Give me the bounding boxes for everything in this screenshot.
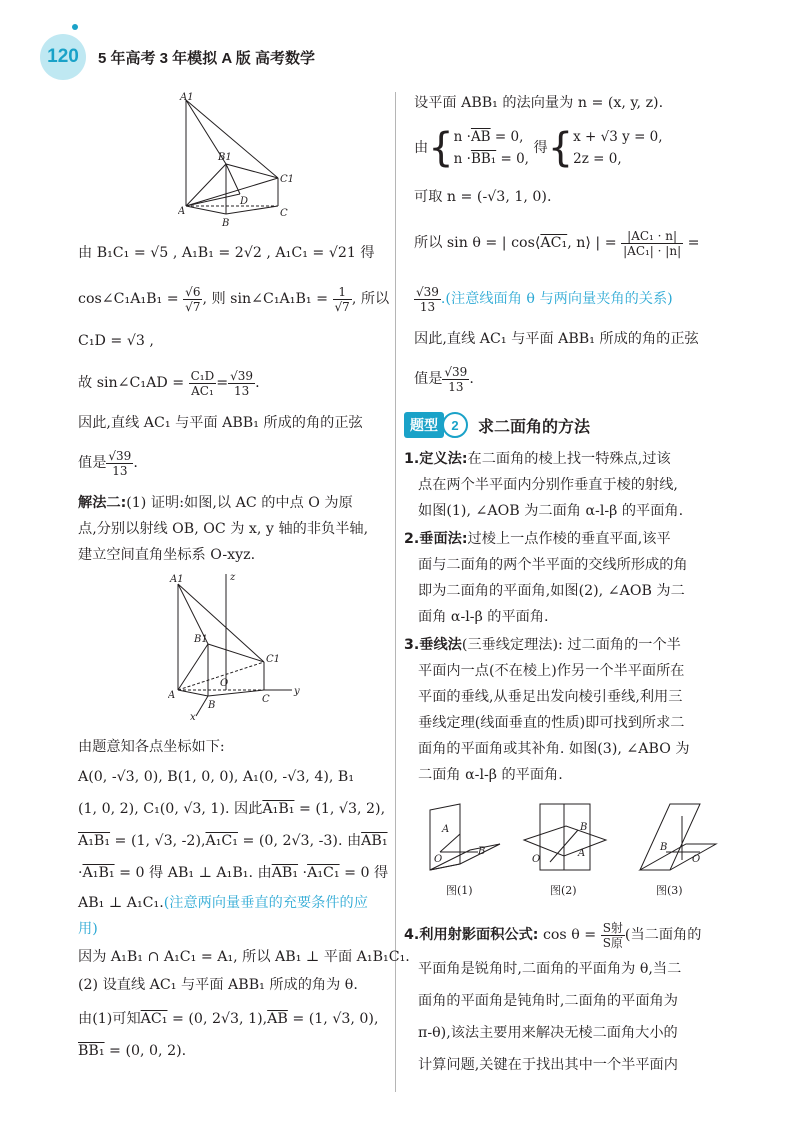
text-line: $\frac{√39}{13}$ .(注意线面角 θ 与两向量夹角的关系) — [416, 284, 673, 314]
prism-figure-1 — [178, 90, 318, 230]
topic-tag: 题型 — [404, 412, 444, 438]
text-line: 故 sin∠C₁AD = $\frac{\text{C₁D}}{\text{AC₁}}$ = $\frac{√39}{13}$ . — [78, 368, 260, 398]
fig2-label-b1: B1 — [194, 634, 208, 645]
text-line: 如图(1), ∠AOB 为二面角 α-l-β 的平面角. — [418, 503, 684, 519]
text-line: (1, 0, 2), C₁(0, √3, 1). 因此A₁B₁ = (1, √3, 2), — [78, 801, 386, 817]
fraction: $\frac{1}{√7}$ — [334, 284, 350, 314]
header-dot — [72, 24, 78, 30]
text-line: 因此,直线 AC₁ 与平面 ABB₁ 所成的角的正弦 — [414, 331, 699, 347]
text-line: 建立空间直角坐标系 O-xyz. — [78, 547, 256, 563]
fig2-label-c: C — [262, 694, 270, 705]
fig1-label-d: D — [240, 196, 249, 207]
text-line: 面角 α-l-β 的平面角. — [418, 609, 549, 625]
fig-b-label: B — [660, 842, 668, 853]
text-line: 2.垂面法:过棱上一点作棱的垂直平面,该平 — [404, 531, 671, 547]
text-line: 1.定义法:在二面角的棱上找一特殊点,过该 — [404, 451, 671, 467]
text-line: π-θ),该法主要用来解决无棱二面角大小的 — [418, 1025, 678, 1041]
text-line: 面与二面角的两个半平面的交线所形成的角 — [418, 557, 688, 573]
text-line: 点在两个半平面内分别作垂直于棱的射线, — [418, 477, 678, 493]
text-line: 平面角是锐角时,二面角的平面角为 θ,当二 — [418, 961, 682, 977]
fraction: $\frac{√39}{13}$ — [416, 284, 439, 314]
fraction: $\frac{√39}{13}$ — [230, 368, 254, 398]
fraction: $\frac{√39}{13}$ — [108, 448, 132, 478]
fig2-label-x: x — [190, 712, 196, 722]
fig1-label-a: A — [178, 206, 186, 217]
fraction: $\frac{√39}{13}$ — [444, 364, 468, 394]
fig-a-label: A — [578, 848, 586, 859]
fig2-label-z: z — [230, 572, 236, 583]
text-line: 所以 sin θ = | cos⟨AC₁, n⟩ | = $\frac{\text{|AC₁ · n|}}{\text{|AC₁| · |n|}}$ = — [414, 228, 700, 258]
fig-o-label: O — [692, 854, 701, 865]
fig2-label-y: y — [294, 686, 300, 697]
coordinate-figure-2 — [168, 572, 318, 722]
book-title: 5 年高考 3 年模拟 A 版 高考数学 — [98, 50, 315, 67]
text-line: (2) 设直线 AC₁ 与平面 ABB₁ 所成的角为 θ. — [78, 977, 358, 993]
fig2-label-a1: A1 — [170, 574, 184, 585]
fraction: $\frac{√6}{√7}$ — [185, 284, 201, 314]
fig1-label-c1: C1 — [280, 174, 295, 185]
text-line: ·A₁B₁ = 0 得 AB₁ ⊥ A₁B₁. 由AB₁ ·A₁C₁ = 0 得 — [78, 865, 389, 881]
dihedral-figure-1 — [420, 800, 510, 876]
figure-caption-2: 图(2) — [550, 884, 577, 897]
text-line: 因为 A₁B₁ ∩ A₁C₁ = A₁, 所以 AB₁ ⊥ 平面 A₁B₁C₁. — [78, 949, 410, 965]
fig1-label-c: C — [280, 208, 288, 219]
fig1-label-a1: A1 — [180, 92, 194, 103]
text-line: 计算问题,关键在于找出其中一个半平面内 — [418, 1057, 678, 1073]
fig1-label-b1: B1 — [218, 152, 232, 163]
fig1-label-b: B — [222, 218, 230, 229]
text-line: 点,分别以射线 OB, OC 为 x, y 轴的非负半轴, — [78, 521, 369, 537]
text-line: 由题意知各点坐标如下: — [78, 739, 225, 755]
dihedral-figure-3 — [630, 800, 720, 876]
text-line: 由 B₁C₁ = √5 , A₁B₁ = 2√2 , A₁C₁ = √21 得 — [78, 245, 375, 261]
text-line: 4.利用射影面积公式: cos θ = $\frac{\text{S射}}{\text{S原}}$ (当二面角的 — [404, 920, 702, 950]
text-line: 即为二面角的平面角,如图(2), ∠AOB 为二 — [418, 583, 685, 599]
text-line: AB₁ ⊥ A₁C₁.(注意两向量垂直的充要条件的应 — [78, 895, 368, 911]
fraction: $\frac{\text{S射}}{\text{S原}}$ — [602, 920, 623, 950]
text-line: 面角的平面角或其补角. 如图(3), ∠ABO 为 — [418, 741, 690, 757]
fig-b-label: B — [580, 822, 588, 833]
text-line: C₁D = √3 , — [78, 333, 154, 349]
fig2-label-a: A — [168, 690, 176, 701]
fraction: $\frac{\text{C₁D}}{\text{AC₁}}$ — [190, 368, 215, 398]
text-line: 值是 $\frac{√39}{13}$ . — [414, 364, 474, 394]
fig2-label-o: O — [220, 678, 229, 689]
text-line: 设平面 ABB₁ 的法向量为 n = (x, y, z). — [414, 95, 664, 111]
topic-heading — [404, 412, 590, 438]
text-line: 用) — [78, 921, 98, 937]
fig-a-label: A — [442, 824, 450, 835]
text-line: 平面的垂线,从垂足出发向棱引垂线,利用三 — [418, 689, 683, 705]
text-line: 由(1)可知AC₁ = (0, 2√3, $1),\overline{AB} = (1$, √3, 0), — [78, 1011, 379, 1027]
text-line: 解法二:(1) 证明:如图,以 AC 的中点 O 为原 — [78, 495, 353, 511]
fig-b-label: B — [478, 846, 486, 857]
figure-caption-1: 图(1) — [446, 884, 473, 897]
equation-system: 由{ $n \cdot\overline{AB} = 0$, n ·BB₁ = 0, 得{ x + √3 y = 0, 2z = 0, — [414, 125, 663, 171]
fig-o-label: O — [532, 854, 541, 865]
dihedral-figure-2 — [520, 800, 610, 876]
text-line: A(0, -√3, 0), B(1, 0, 0), A₁(0, -√3, 4), B₁ — [78, 769, 355, 785]
text-line: 平面内一点(不在棱上)作另一个半平面所在 — [418, 663, 685, 679]
text-line: 垂线定理(线面垂直的性质)即可找到所求二 — [418, 715, 685, 731]
figure-caption-3: 图(3) — [656, 884, 683, 897]
fraction: $\frac{\text{|AC₁ · n|}}{\text{|AC₁| · |n|}}$ — [623, 228, 682, 258]
fig2-label-c1: C1 — [266, 654, 281, 665]
text-line: 二面角 α-l-β 的平面角. — [418, 767, 563, 783]
text-line: 可取 n = (-√3, 1, 0). — [414, 189, 552, 205]
text-line: 因此,直线 AC₁ 与平面 ABB₁ 所成的角的正弦 — [78, 415, 363, 431]
topic-number: 2 — [442, 412, 468, 438]
text-line: BB₁ = (0, 0, 2). — [78, 1043, 187, 1059]
text-line: A₁B₁ = (1, √3, -2),A₁C₁ = (0, 2√3, -3). 由AB₁ — [78, 833, 388, 849]
text-line: 值是 $\frac{√39}{13}$ . — [78, 448, 138, 478]
text-line: cos∠C₁A₁B₁ = $\frac{√6}{√7}$ , 则 sin∠C₁A₁B₁ = $\frac{1}{√7}$ , 所以 — [78, 284, 390, 314]
topic-title: 求二面角的方法 — [478, 416, 591, 436]
fig-o-label: O — [434, 854, 443, 865]
text-line: 3.垂线法(三垂线定理法): 过二面角的一个半 — [404, 637, 681, 653]
text-line: 面角的平面角是钝角时,二面角的平面角为 — [418, 993, 678, 1009]
fig2-label-b: B — [208, 700, 216, 711]
page-number: 120 — [40, 34, 86, 80]
